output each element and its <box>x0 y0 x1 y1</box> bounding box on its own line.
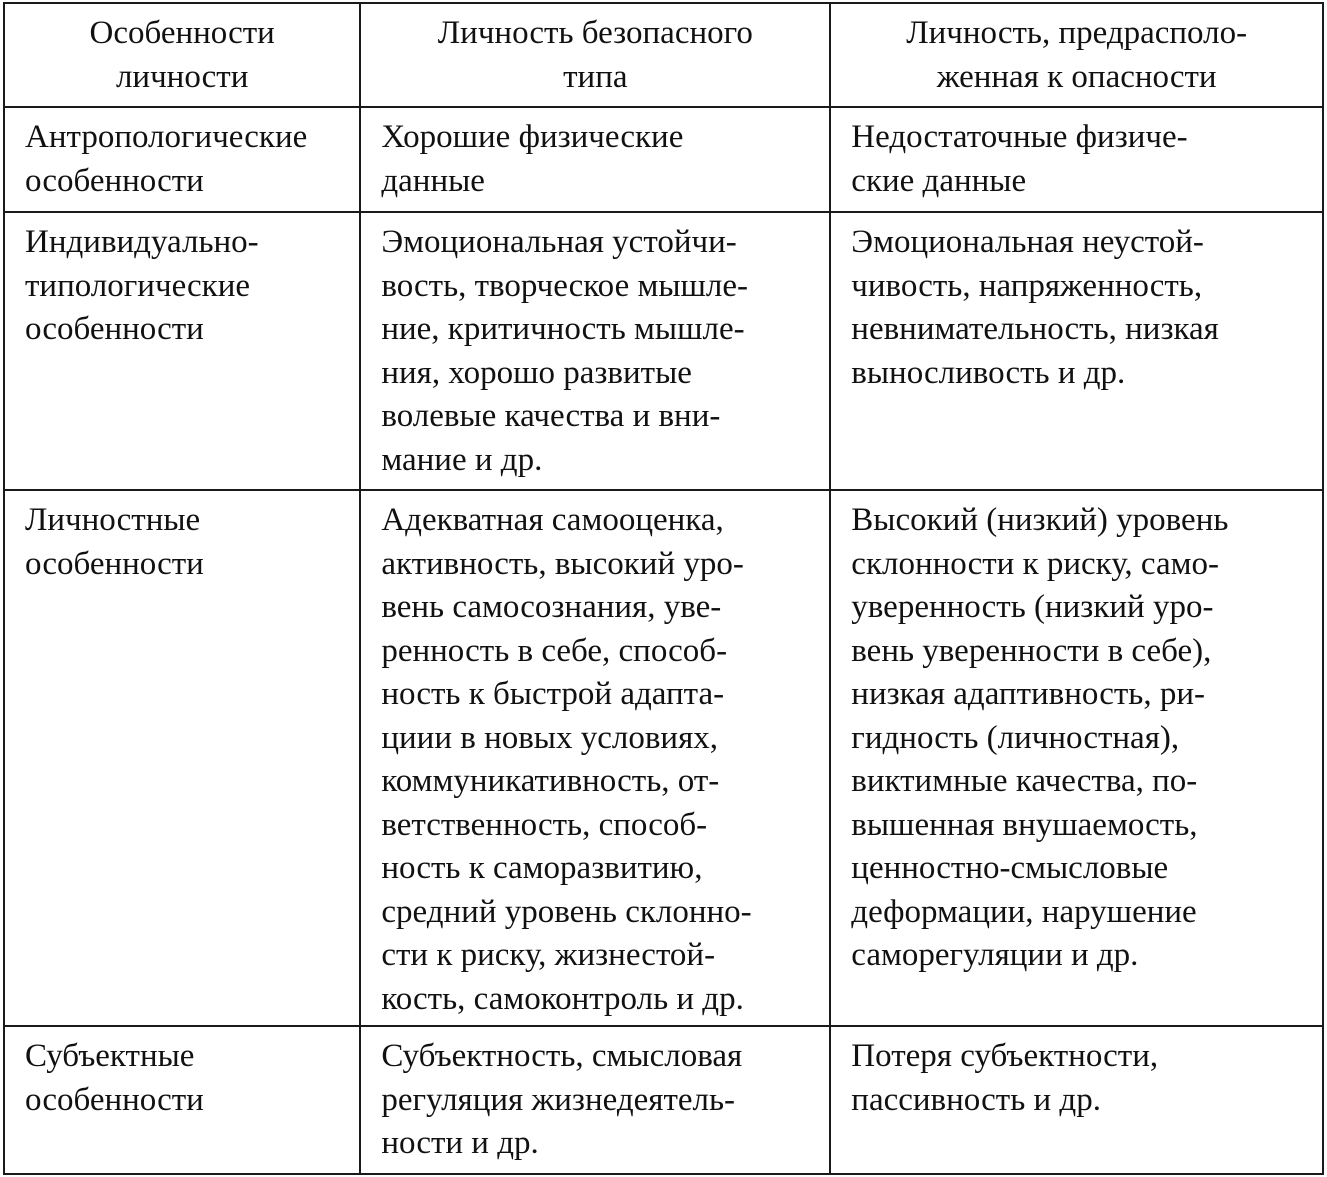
table-row <box>4 212 1323 490</box>
header-text-line: Особенности <box>89 15 275 51</box>
cell-text-line: ность к быстрой адапта- <box>381 676 725 712</box>
cell-text-line: вень самосознания, уве- <box>381 589 722 625</box>
cell-danger <box>830 490 1323 1026</box>
cell-text-line: особенности <box>25 1081 204 1118</box>
cell-text-line: Эмоциональная устойчи- <box>381 224 737 260</box>
cell-text-line: регуляция жизнедеятель- <box>381 1081 736 1118</box>
cell-text-line: виктимные качества, по- <box>851 763 1198 799</box>
personality-comparison-table <box>3 2 1324 1175</box>
cell-text-line: ские данные <box>851 162 1027 199</box>
cell-safe <box>360 212 830 490</box>
cell-feature <box>4 490 360 1026</box>
header-text-line: женная к опасности <box>936 58 1217 95</box>
cell-text-line: невнимательность, низкая <box>851 311 1219 347</box>
header-text-line: Личность безопасного <box>437 15 753 51</box>
cell-safe <box>360 490 830 1026</box>
header-danger-prone <box>830 3 1323 107</box>
cell-feature <box>4 1026 360 1174</box>
cell-text-line: волевые качества и вни- <box>381 398 721 434</box>
cell-text-line: ние, критичность мышле- <box>381 311 745 347</box>
cell-text-line: средний уровень склонно- <box>381 893 752 930</box>
cell-text-line: особенности <box>25 162 204 199</box>
cell-text-line: особенности <box>25 311 204 347</box>
cell-text-line: Индивидуально- <box>25 224 259 260</box>
cell-danger <box>830 107 1323 212</box>
cell-text-line: Потеря субъектности, <box>851 1038 1159 1074</box>
cell-text-line: типологические <box>25 267 251 304</box>
cell-text-line: циии в новых условиях, <box>381 719 719 756</box>
cell-text-line: сти к риску, жизнестой- <box>381 937 716 973</box>
cell-text-line: низкая адаптивность, ри- <box>851 676 1205 712</box>
header-text-line: Личность, предрасполо- <box>906 15 1248 51</box>
cell-text-line: Субъектные <box>25 1038 195 1074</box>
cell-safe <box>360 107 830 212</box>
cell-text-line: вышенная внушаемость, <box>851 806 1198 843</box>
cell-text-line: мание и др. <box>381 441 543 478</box>
cell-text-line: Субъектность, смысловая <box>381 1038 743 1074</box>
cell-feature <box>4 107 360 212</box>
cell-text-line: выносливость и др. <box>851 354 1126 391</box>
cell-text-line: Антропологические <box>25 119 308 155</box>
cell-danger <box>830 1026 1323 1174</box>
cell-text-line: ности и др. <box>381 1125 539 1161</box>
cell-text-line: саморегуляции и др. <box>851 937 1139 973</box>
cell-text-line: ценностно-смысловые <box>851 850 1169 886</box>
cell-text-line: ренность в себе, способ- <box>381 632 728 669</box>
cell-text-line: кость, самоконтроль и др. <box>381 980 744 1017</box>
header-text-line: личности <box>115 58 249 95</box>
cell-danger <box>830 212 1323 490</box>
cell-text-line: коммуникативность, от- <box>381 763 720 799</box>
header-features <box>4 3 360 107</box>
cell-text-line: ность к саморазвитию, <box>381 850 703 886</box>
cell-text-line: склонности к риску, само- <box>851 545 1219 582</box>
cell-safe <box>360 1026 830 1174</box>
cell-text-line: деформации, нарушение <box>851 893 1197 930</box>
cell-text-line: данные <box>381 162 485 199</box>
header-safe-type <box>360 3 830 107</box>
cell-text-line: Эмоциональная неустой- <box>851 224 1204 260</box>
cell-text-line: пассивность и др. <box>851 1081 1101 1118</box>
cell-text-line: Адекватная самооценка, <box>381 502 724 538</box>
cell-text-line: Хорошие физические <box>381 119 684 155</box>
cell-text-line: особенности <box>25 545 204 582</box>
cell-text-line: вень уверенности в себе), <box>851 632 1212 669</box>
table-header-row <box>4 3 1323 107</box>
cell-text-line: чивость, напряженность, <box>851 267 1203 304</box>
cell-text-line: уверенность (низкий уро- <box>851 589 1214 625</box>
cell-text-line: Высокий (низкий) уровень <box>851 502 1229 538</box>
cell-feature <box>4 212 360 490</box>
cell-text-line: гидность (личностная), <box>851 719 1180 756</box>
cell-text-line: Личностные <box>25 502 201 538</box>
cell-text-line: Недостаточные физиче- <box>851 119 1188 155</box>
cell-text-line: активность, высокий уро- <box>381 545 744 582</box>
cell-text-line: вость, творческое мышле- <box>381 267 749 304</box>
table-row <box>4 1026 1323 1174</box>
cell-text-line: ветственность, способ- <box>381 806 708 843</box>
cell-text-line: ния, хорошо развитые <box>381 354 692 391</box>
header-text-line: типа <box>563 58 628 95</box>
table-row <box>4 490 1323 1026</box>
table-row <box>4 107 1323 212</box>
